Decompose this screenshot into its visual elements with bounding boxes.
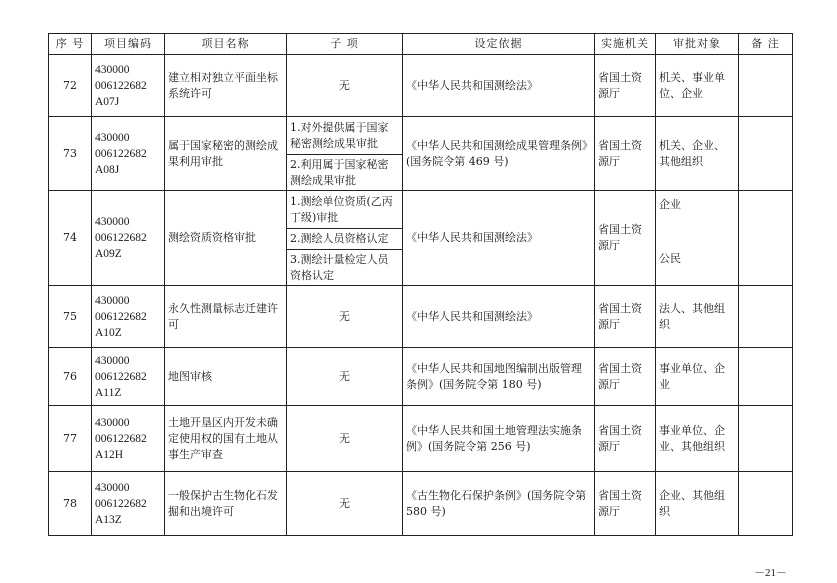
name-cell: 永久性测量标志迁建许可 <box>165 286 287 348</box>
table-row <box>49 348 793 406</box>
target-cell: 事业单位、企业、其他组织 <box>656 406 739 472</box>
name-cell: 地图审核 <box>165 348 287 406</box>
agency-cell: 省国土资源厅 <box>595 55 656 117</box>
code-cell <box>92 286 165 348</box>
code-line: A13Z <box>95 513 122 526</box>
sub-cell: 1.对外提供属于国家秘密测绘成果审批 <box>287 117 403 155</box>
code-line: A10Z <box>95 326 122 339</box>
code-line: 430000 <box>95 216 130 228</box>
code-line: 430000 <box>95 294 130 307</box>
note-cell <box>739 406 793 472</box>
sub-cell: 无 <box>287 472 403 536</box>
name-cell: 建立相对独立平面坐标系统许可 <box>165 55 287 117</box>
note-cell <box>739 286 793 348</box>
code-line: 430000 <box>95 354 130 367</box>
code-cell <box>92 55 165 117</box>
target-cell: 机关、企业、其他组织 <box>656 117 739 191</box>
code-line: 006122682 <box>95 497 147 510</box>
agency-cell: 省国土资源厅 <box>595 286 656 348</box>
name-cell: 测绘资质资格审批 <box>165 191 287 286</box>
target-cell: 企业、其他组织 <box>656 472 739 536</box>
target-cell: 事业单位、企业 <box>656 348 739 406</box>
basis-cell: 《中华人民共和国测绘法》 <box>403 55 595 117</box>
target-cell: 企业 <box>656 191 739 250</box>
code-cell <box>92 117 165 191</box>
table-row <box>49 191 793 229</box>
agency-cell: 省国土资源厅 <box>595 406 656 472</box>
basis-cell: 《古生物化石保护条例》(国务院令第 580 号) <box>403 472 595 536</box>
code-line: A12H <box>95 448 124 461</box>
sub-cell: 无 <box>287 55 403 117</box>
agency-cell: 省国土资源厅 <box>595 117 656 191</box>
sub-cell: 1.测绘单位资质(乙丙丁级)审批 <box>287 191 403 229</box>
code-line: 430000 <box>95 416 130 429</box>
code-line: 006122682 <box>95 370 147 383</box>
code-line: A08J <box>95 163 120 176</box>
basis-cell: 《中华人民共和国土地管理法实施条例》(国务院令第 256 号) <box>403 406 595 472</box>
name-cell: 一般保护古生物化石发掘和出境许可 <box>165 472 287 536</box>
note-cell <box>739 472 793 536</box>
code-cell <box>92 191 165 286</box>
code-line: A11Z <box>95 386 122 399</box>
code-line: A09Z <box>95 248 122 260</box>
table-row <box>49 117 793 155</box>
seq-cell: 77 <box>49 406 92 472</box>
target-cell: 机关、事业单位、企业 <box>656 55 739 117</box>
seq-cell: 75 <box>49 286 92 348</box>
code-line: 430000 <box>95 63 130 76</box>
sub-cell: 2.利用属于国家秘密测绘成果审批 <box>287 155 403 191</box>
header-target: 审批对象 <box>656 34 739 55</box>
agency-cell: 省国土资源厅 <box>595 348 656 406</box>
code-line: 006122682 <box>95 432 147 445</box>
target-cell: 公民 <box>656 250 739 286</box>
name-cell: 土地开垦区内开发未确定使用权的国有土地从事生产审查 <box>165 406 287 472</box>
note-cell <box>739 191 793 286</box>
code-cell <box>92 348 165 406</box>
seq-cell: 76 <box>49 348 92 406</box>
basis-cell: 《中华人民共和国地图编制出版管理条例》(国务院令第 180 号) <box>403 348 595 406</box>
sub-cell: 2.测绘人员资格认定 <box>287 229 403 250</box>
code-line: 006122682 <box>95 147 147 160</box>
seq-cell: 78 <box>49 472 92 536</box>
header-code: 项目编码 <box>92 34 165 55</box>
code-line: 430000 <box>95 481 130 494</box>
table-row <box>49 286 793 348</box>
code-line: A07J <box>95 95 120 108</box>
code-line: 430000 <box>95 131 130 144</box>
header-note: 备 注 <box>739 34 793 55</box>
header-seq: 序 号 <box>49 34 92 55</box>
basis-cell: 《中华人民共和国测绘法》 <box>403 286 595 348</box>
note-cell <box>739 117 793 191</box>
note-cell <box>739 348 793 406</box>
seq-cell: 72 <box>49 55 92 117</box>
basis-cell: 《中华人民共和国测绘法》 <box>403 191 595 286</box>
agency-cell: 省国土资源厅 <box>595 472 656 536</box>
code-line: 006122682 <box>95 79 147 92</box>
note-cell <box>739 55 793 117</box>
basis-cell: 《中华人民共和国测绘成果管理条例》(国务院令第 469 号) <box>403 117 595 191</box>
header-sub: 子 项 <box>287 34 403 55</box>
agency-cell: 省国土资源厅 <box>595 191 656 286</box>
header-row <box>49 34 793 55</box>
code-line: 006122682 <box>95 310 147 323</box>
sub-cell: 3.测绘计量检定人员资格认定 <box>287 250 403 286</box>
code-cell <box>92 406 165 472</box>
target-cell: 法人、其他组织 <box>656 286 739 348</box>
seq-cell: 73 <box>49 117 92 191</box>
header-basis: 设定依据 <box>403 34 595 55</box>
table-row <box>49 55 793 117</box>
name-cell: 属于国家秘密的测绘成果利用审批 <box>165 117 287 191</box>
sub-cell: 无 <box>287 286 403 348</box>
sub-cell: 无 <box>287 406 403 472</box>
sub-cell: 无 <box>287 348 403 406</box>
table-row <box>49 406 793 472</box>
approval-items-table <box>48 33 793 536</box>
page-number: －21－ <box>754 567 787 579</box>
header-name: 项目名称 <box>165 34 287 55</box>
header-agency: 实施机关 <box>595 34 656 55</box>
table-row <box>49 472 793 536</box>
code-line: 006122682 <box>95 232 147 244</box>
seq-cell: 74 <box>49 191 92 286</box>
code-cell <box>92 472 165 536</box>
